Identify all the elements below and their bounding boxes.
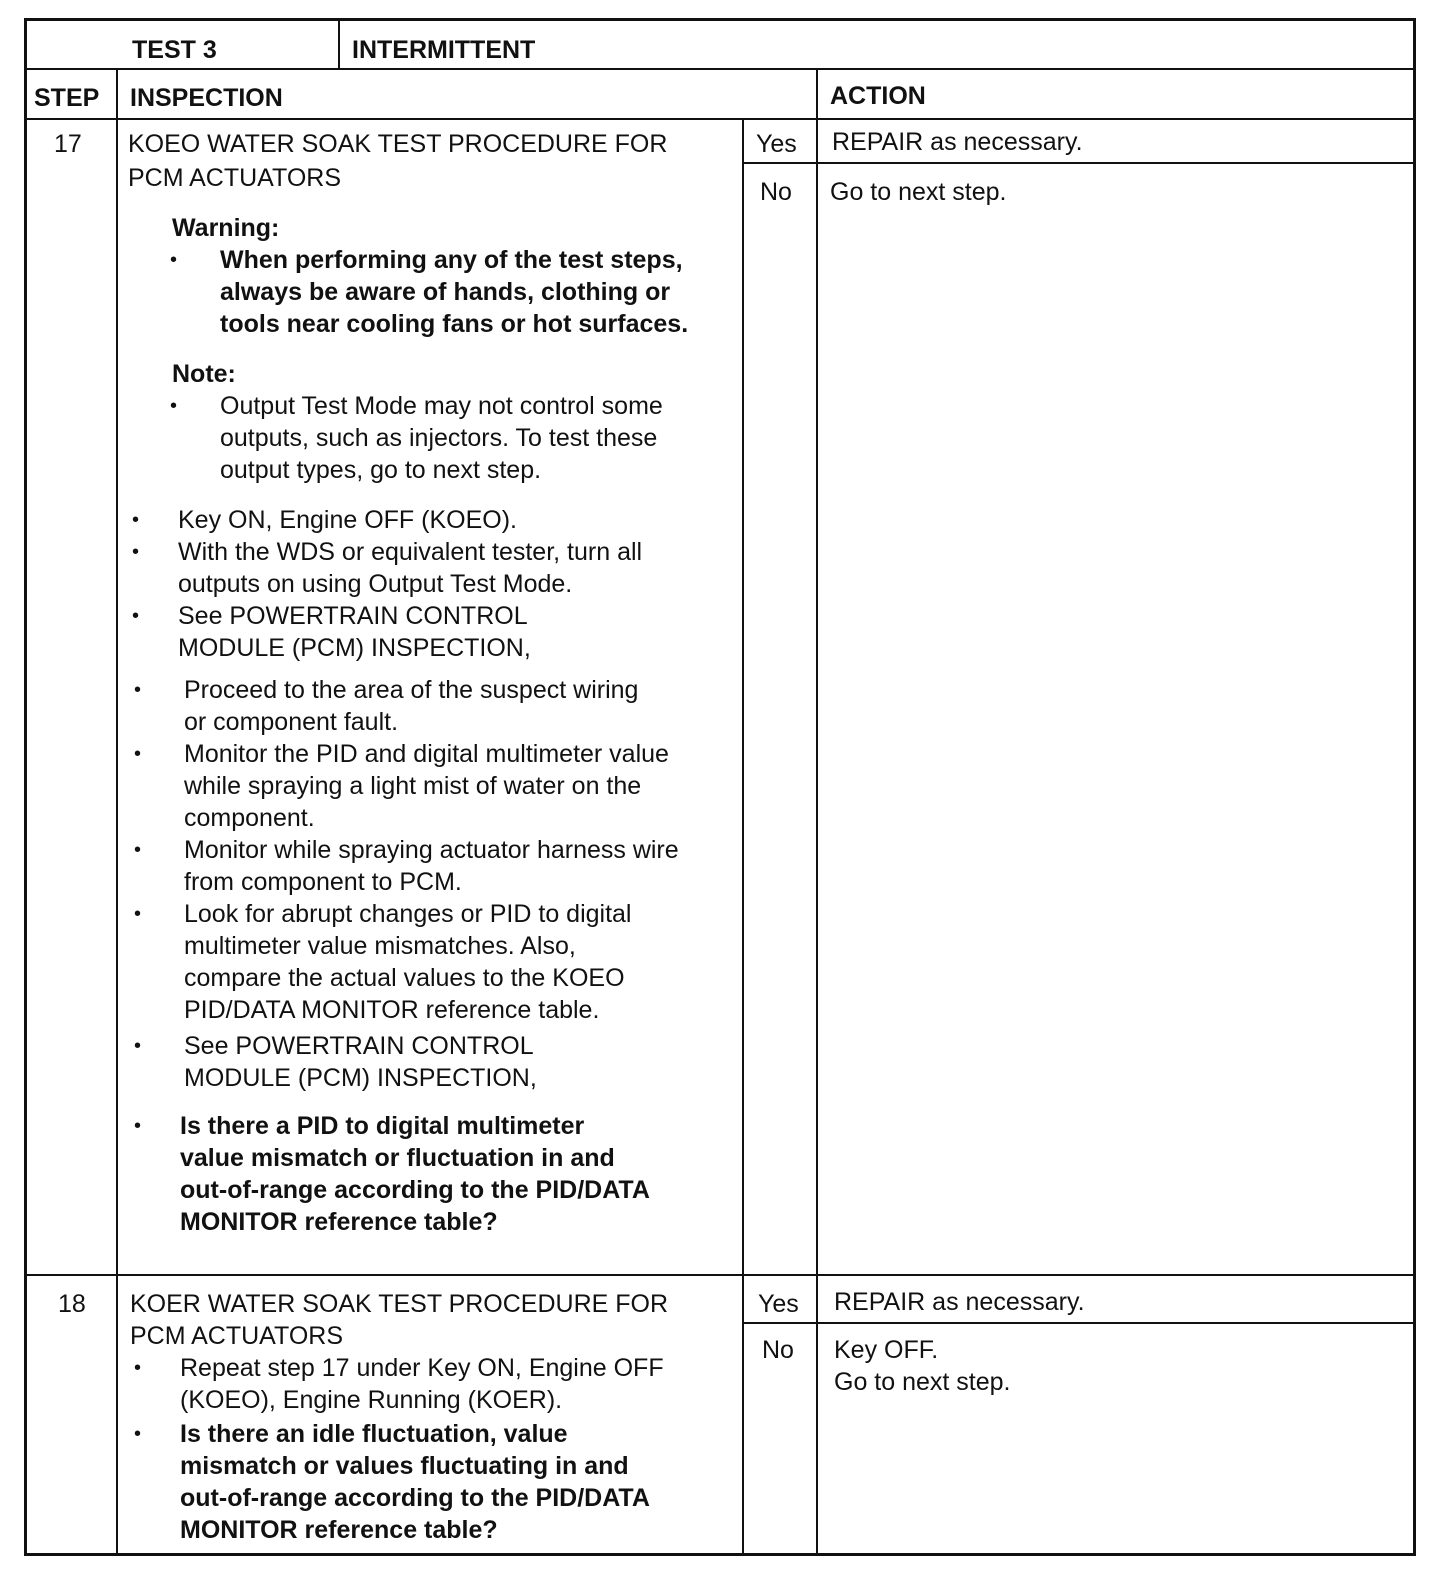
yes-label-17: Yes [756,130,797,158]
step-col-divider [116,68,118,1556]
no-action-18-line2: Go to next step. [834,1368,1011,1396]
bullet-icon: • [132,605,140,627]
procedure-line: or component fault. [184,708,399,736]
procedure-line: compare the actual values to the KOEO [184,964,625,992]
step-number-17: 17 [54,130,82,158]
no-action-17: Go to next step. [830,178,1007,206]
bullet-icon: • [134,743,142,765]
header-divider [24,68,1416,70]
note-line: Output Test Mode may not control some [220,392,663,420]
no-label-18: No [762,1336,794,1364]
step17-title-line2: PCM ACTUATORS [128,164,341,192]
procedure-line: See POWERTRAIN CONTROL [184,1032,534,1060]
procedure-line: Repeat step 17 under Key ON, Engine OFF [180,1354,664,1382]
column-header-step: STEP [34,84,100,112]
question-line: MONITOR reference table? [180,1208,498,1236]
procedure-line: while spraying a light mist of water on the [184,772,642,800]
question-line: Is there an idle fluctuation, value [180,1420,568,1448]
procedure-line: MODULE (PCM) INSPECTION, [184,1064,537,1092]
note-line: outputs, such as injectors. To test these [220,424,658,452]
bullet-icon: • [132,541,140,563]
procedure-line: component. [184,804,315,832]
no-action-18-line1: Key OFF. [834,1336,939,1364]
yes-action-17: REPAIR as necessary. [832,128,1083,156]
procedure-line: See POWERTRAIN CONTROL [178,602,528,630]
yes-label-18: Yes [758,1290,799,1318]
step-divider [24,1274,1416,1276]
test-name: INTERMITTENT [352,36,536,64]
warning-line: tools near cooling fans or hot surfaces. [220,310,689,338]
note-line: output types, go to next step. [220,456,542,484]
yes-no-col-divider [742,118,744,1556]
yes-action-18: REPAIR as necessary. [834,1288,1085,1316]
bullet-icon: • [134,903,142,925]
question-line: value mismatch or fluctuation in and [180,1144,615,1172]
yes-no-divider-18 [742,1322,1416,1324]
bullet-icon: • [134,1035,142,1057]
question-line: out-of-range according to the PID/DATA [180,1176,650,1204]
procedure-line: from component to PCM. [184,868,462,896]
yes-no-divider-17 [742,162,1416,164]
procedure-line: (KOEO), Engine Running (KOER). [180,1386,563,1414]
bullet-icon: • [134,679,142,701]
question-line: Is there a PID to digital multimeter [180,1112,585,1140]
column-header-action: ACTION [830,82,926,110]
procedure-line: Proceed to the area of the suspect wiring [184,676,639,704]
bullet-icon: • [134,1357,142,1379]
bullet-icon: • [134,839,142,861]
bullet-icon: • [134,1423,142,1445]
step-number-18: 18 [58,1290,86,1318]
procedure-line: outputs on using Output Test Mode. [178,570,573,598]
procedure-line: Monitor while spraying actuator harness wire [184,836,679,864]
bullet-icon: • [134,1115,142,1137]
inspection-action-divider [816,68,818,1556]
warning-line: When performing any of the test steps, [220,246,683,274]
warning-line: always be aware of hands, clothing or [220,278,671,306]
question-line: MONITOR reference table? [180,1516,498,1544]
question-line: out-of-range according to the PID/DATA [180,1484,650,1512]
question-line: mismatch or values fluctuating in and [180,1452,629,1480]
step18-title-line1: KOER WATER SOAK TEST PROCEDURE FOR [130,1290,669,1318]
procedure-line: With the WDS or equivalent tester, turn all [178,538,643,566]
warning-label: Warning: [172,214,280,242]
no-label-17: No [760,178,792,206]
procedure-line: PID/DATA MONITOR reference table. [184,996,600,1024]
procedure-line: multimeter value mismatches. Also, [184,932,576,960]
procedure-line: MODULE (PCM) INSPECTION, [178,634,531,662]
bullet-icon: • [132,509,140,531]
procedure-line: Key ON, Engine OFF (KOEO). [178,506,517,534]
note-label: Note: [172,360,236,388]
column-header-inspection: INSPECTION [130,84,283,112]
bullet-icon: • [170,249,178,271]
step18-title-line2: PCM ACTUATORS [130,1322,343,1350]
step17-title-line1: KOEO WATER SOAK TEST PROCEDURE FOR [128,130,668,158]
title-divider [338,18,340,70]
procedure-line: Monitor the PID and digital multimeter value [184,740,669,768]
test-number: TEST 3 [132,36,217,64]
procedure-line: Look for abrupt changes or PID to digital [184,900,632,928]
bullet-icon: • [170,395,178,417]
column-header-divider [24,118,1416,120]
